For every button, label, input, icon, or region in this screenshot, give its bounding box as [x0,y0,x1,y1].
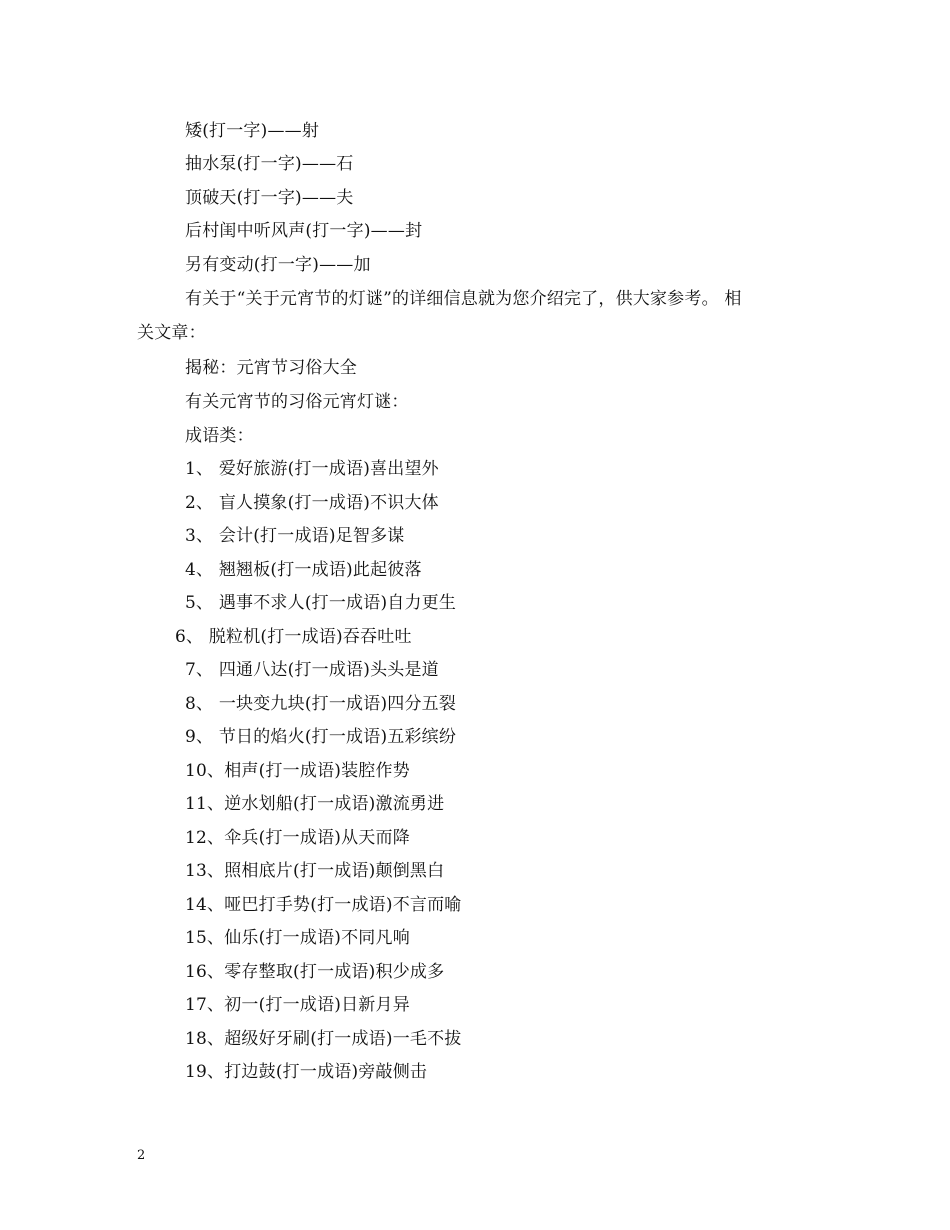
idiom-riddle-line: 12、伞兵(打一成语)从天而降 [185,828,410,848]
riddle-line: 后村闺中听风声(打一字)——封 [185,221,423,241]
idiom-riddle-line: 18、超级好牙刷(打一成语)一毛不拔 [185,1029,462,1049]
idiom-riddle-line: 1、 爱好旅游(打一成语)喜出望外 [185,459,439,479]
page-number: 2 [137,1148,146,1163]
idiom-riddle-line: 19、打边鼓(打一成语)旁敲侧击 [185,1062,428,1082]
related-article-line: 有关元宵节的习俗元宵灯谜： [185,392,409,412]
riddle-line: 抽水泵(打一字)——石 [185,154,354,174]
idiom-riddle-line: 3、 会计(打一成语)足智多谋 [185,526,405,546]
idiom-riddle-line: 4、 翘翘板(打一成语)此起彼落 [185,560,422,580]
idiom-riddle-line: 2、 盲人摸象(打一成语)不识大体 [185,493,439,513]
idiom-riddle-line: 7、 四通八达(打一成语)头头是道 [185,660,439,680]
idiom-riddle-line: 9、 节日的焰火(打一成语)五彩缤纷 [185,727,457,747]
riddle-line: 另有变动(打一字)——加 [185,255,371,275]
idiom-riddle-line: 15、仙乐(打一成语)不同凡响 [185,928,410,948]
related-article-line: 揭秘：元宵节习俗大全 [185,358,357,378]
idiom-riddle-line: 10、相声(打一成语)装腔作势 [185,761,410,781]
idiom-riddle-line: 11、逆水划船(打一成语)激流勇进 [185,794,445,814]
riddle-line: 矮(打一字)——射 [185,121,320,141]
idiom-riddle-line: 16、零存整取(打一成语)积少成多 [185,962,445,982]
section-heading-idioms: 成语类： [185,426,254,446]
idiom-riddle-line: 5、 遇事不求人(打一成语)自力更生 [185,593,457,613]
idiom-riddle-line: 14、哑巴打手势(打一成语)不言而喻 [185,895,462,915]
idiom-riddle-line: 6、 脱粒机(打一成语)吞吞吐吐 [175,627,412,647]
idiom-riddle-line: 17、初一(打一成语)日新月异 [185,995,410,1015]
summary-paragraph-line-1: 有关于“关于元宵节的灯谜”的详细信息就为您介绍完了，供大家参考。 相 [185,289,742,309]
idiom-riddle-line: 8、 一块变九块(打一成语)四分五裂 [185,694,457,714]
riddle-line: 顶破天(打一字)——夫 [185,188,354,208]
summary-paragraph-line-2: 关文章： [137,323,206,343]
idiom-riddle-line: 13、照相底片(打一成语)颠倒黑白 [185,861,445,881]
